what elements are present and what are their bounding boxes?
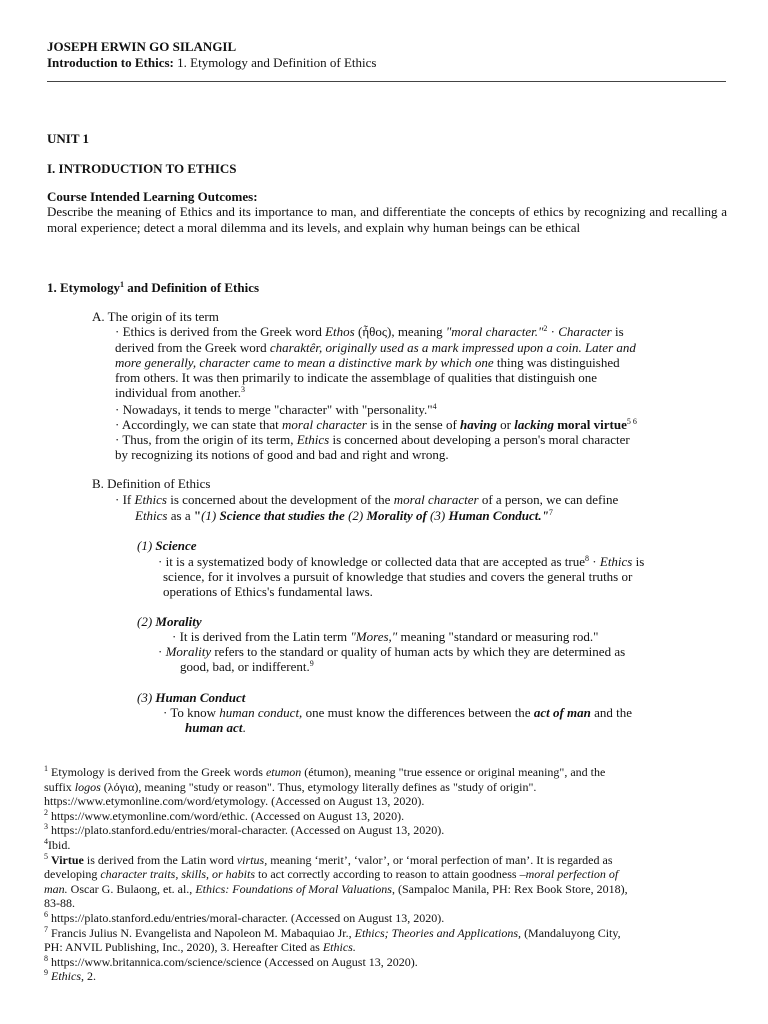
text-run: Science that studies the <box>219 508 345 523</box>
footnote-1-line2 <box>44 780 734 795</box>
footnote-ref: 4 <box>432 402 437 411</box>
text-run: Oscar G. Bulaong, et. al., <box>67 881 196 896</box>
text-run: individual from another. <box>115 385 242 400</box>
outcomes-text: Describe the meaning of Ethics and its importance to man, and differentiate the concepts of ethics by recognizing and recalling a moral experience; detect a moral dilemma and its levels, and explain why human beings can be ethical <box>47 204 727 235</box>
footnote-number: 6 <box>44 909 48 919</box>
origin-p2 <box>115 402 437 418</box>
text-run: · it is a systematized body of knowledge or collected data that are accepted as true <box>158 554 586 569</box>
morality-line2 <box>158 644 625 660</box>
text-run: (2) <box>344 508 367 523</box>
origin-p4-line2: by recognizing its notions of good and bad and right and wrong. <box>115 447 449 462</box>
text-run: of a person, we can define <box>478 492 619 507</box>
course-header <box>47 55 376 71</box>
footnote-ref: 2 <box>543 324 548 333</box>
footnote-number: 7 <box>44 924 48 934</box>
text-run: (étumon), meaning "true essence or original meaning", and the <box>301 765 606 779</box>
text-run: is in the sense of <box>366 417 461 432</box>
footnotes <box>44 765 734 984</box>
origin-title: A. The origin of its term <box>92 309 219 324</box>
text-run: · If <box>115 492 135 507</box>
footnote-5-line4: 83-88. <box>44 896 75 911</box>
text-run: Science <box>155 538 197 553</box>
origin-p1-line4: from others. It was then primarily to indicate the assemblage of qualities that distinguish one <box>115 370 597 385</box>
footnote-ref: 8 <box>585 554 590 563</box>
footnote-5-line1 <box>44 853 734 868</box>
text-run: Morality <box>165 644 212 659</box>
text-run: man. <box>44 881 68 896</box>
text-run: or <box>496 417 515 432</box>
footnote-1-line1 <box>44 765 734 780</box>
text-run: moral perfection of <box>525 867 619 882</box>
text-run: · To know <box>163 705 220 720</box>
text-run: Francis Julius N. Evangelista and Napoleon M. Mabaquiao Jr., <box>48 925 355 940</box>
topic-heading <box>47 280 259 296</box>
morality-line3 <box>180 659 314 675</box>
text-run: Etymology is derived from the Greek words <box>48 765 266 779</box>
origin-p1-line1 <box>115 324 624 340</box>
footnote-3 <box>44 823 734 838</box>
text-run: human conduct, <box>219 705 303 720</box>
origin-p1-line3 <box>115 355 620 371</box>
morality-heading <box>137 614 202 630</box>
text-run: · Accordingly, we can state that <box>115 417 283 432</box>
text-run: · <box>589 554 600 569</box>
text-run: is derived from the Latin word <box>83 852 237 867</box>
text-run: · Thus, from the origin of its term, <box>115 432 297 447</box>
text-run: (3) <box>426 508 449 523</box>
text-run: "Mores," <box>350 629 398 644</box>
text-run: (λόγια), meaning "study or reason". Thus, etymology literally defines as "study of origin". <box>100 779 537 794</box>
text-run: moral character <box>393 492 479 507</box>
text-run: lacking <box>514 417 554 432</box>
text-run: Human Conduct <box>155 690 246 705</box>
text-run: is <box>632 554 645 569</box>
footnote-number: 4 <box>44 836 48 846</box>
text-run: suffix <box>44 779 75 794</box>
conduct-line1 <box>163 705 632 721</box>
footnote-number: 3 <box>44 822 48 832</box>
text-run: Ethics. <box>322 940 356 955</box>
text-run: , (Sampaloc Manila, PH: Rex Book Store, 2018), <box>391 881 628 896</box>
text-run: Character <box>558 324 612 339</box>
text-run: derived from the Greek word <box>115 340 270 355</box>
footnote-5-line2 <box>44 867 734 882</box>
science-heading <box>137 538 197 554</box>
unit-label: UNIT 1 <box>47 131 90 146</box>
footnote-9 <box>44 969 734 984</box>
origin-p4-line1 <box>115 432 630 448</box>
text-run: https://plato.stanford.edu/entries/moral-character. (Accessed on August 13, 2020). <box>48 823 445 838</box>
text-run: https://plato.stanford.edu/entries/moral-character. (Accessed on August 13, 2020). <box>48 910 445 925</box>
text-run: (1) <box>201 508 220 523</box>
text-run: etumon <box>265 765 302 779</box>
text-run: human act <box>185 720 243 735</box>
text-run: (2) <box>137 614 156 629</box>
morality-line1 <box>172 629 598 645</box>
text-run: is <box>611 324 624 339</box>
text-run: is concerned about the development of the <box>167 492 394 507</box>
text-run: 2. <box>84 969 96 984</box>
text-run: and the <box>590 705 633 720</box>
text-run: · Nowadays, it tends to merge "character" with "personality." <box>115 402 433 417</box>
text-run: Morality of <box>366 508 427 523</box>
text-run: developing <box>44 867 101 882</box>
text-run: more generally, character came to mean a distinctive mark by which one <box>115 355 494 370</box>
text-run: (Mandaluyong City, <box>521 925 621 940</box>
section-title: I. INTRODUCTION TO ETHICS <box>47 161 237 176</box>
footnote-number: 2 <box>44 807 48 817</box>
text-run: PH: ANVIL Publishing, Inc., 2020), 3. Hereafter Cited as <box>44 940 323 955</box>
footnote-7-line2 <box>44 940 734 955</box>
footnote-4 <box>44 838 734 853</box>
text-run: thing was distinguished <box>493 355 620 370</box>
text-run: . <box>242 720 246 735</box>
text-run: Human Conduct." <box>448 508 549 523</box>
text-run: meaning ‘merit’, ‘valor’, or ‘moral perfection of man’. It is regarded as <box>267 852 613 867</box>
text-run: Ethics; Theories and Applications, <box>354 925 522 940</box>
text-run: meaning "standard or measuring rod." <box>397 629 599 644</box>
definition-line2 <box>135 508 553 524</box>
topic-heading-b: and Definition of Ethics <box>123 280 260 295</box>
footnote-5-line3 <box>44 882 734 897</box>
header-divider <box>47 81 726 82</box>
topic-heading-a: 1. Etymology <box>47 280 120 295</box>
science-line3: operations of Ethics's fundamental laws. <box>163 584 373 599</box>
text-run: (ἦθος), meaning <box>354 324 446 339</box>
text-run: logos <box>74 779 101 794</box>
text-run: having <box>460 417 497 432</box>
text-run: Ethics: Foundations of Moral Valuations <box>195 881 392 896</box>
text-run: is concerned about developing a person's moral character <box>329 432 630 447</box>
origin-p1-line5 <box>115 385 245 401</box>
origin-p1-line2 <box>115 340 636 356</box>
author-name: JOSEPH ERWIN GO SILANGIL <box>47 39 237 54</box>
footnote-ref: 3 <box>241 385 246 394</box>
text-run: · <box>158 644 166 659</box>
footnote-7-line1 <box>44 926 734 941</box>
text-run: · Ethics is derived from the Greek word <box>115 324 326 339</box>
science-line2: science, for it involves a pursuit of knowledge that studies and covers the general truths or <box>163 569 633 584</box>
footnote-number: 9 <box>44 968 48 978</box>
text-run: · <box>547 324 559 339</box>
science-line1 <box>158 554 644 570</box>
text-run: Ethics <box>599 554 633 569</box>
text-run: as a <box>167 508 194 523</box>
text-run: moral virtue <box>553 417 627 432</box>
text-run: virtus, <box>236 852 268 867</box>
text-run: Ethos <box>325 324 355 339</box>
footnote-1-line3: https://www.etymonline.com/word/etymology. (Accessed on August 13, 2020). <box>44 794 425 809</box>
footnote-ref: 9 <box>309 659 314 668</box>
footnote-2 <box>44 809 734 824</box>
text-run: (1) <box>137 538 156 553</box>
text-run: refers to the standard or quality of human acts by which they are determined as <box>211 644 626 659</box>
footnote-number: 1 <box>44 764 48 773</box>
text-run: character traits, skills, or habits <box>100 867 255 882</box>
outcomes-heading: Course Intended Learning Outcomes: <box>47 189 258 204</box>
origin-p3 <box>115 417 637 433</box>
text-run: " <box>193 508 202 523</box>
course-label: Introduction to Ethics: <box>47 55 174 70</box>
footnote-ref: 7 <box>548 508 553 517</box>
text-run: https://www.britannica.com/science/science (Accessed on August 13, 2020). <box>48 954 418 969</box>
conduct-line2 <box>185 720 246 736</box>
text-run: good, bad, or indifferent. <box>180 659 310 674</box>
text-run: · It is derived from the Latin term <box>172 629 351 644</box>
course-topic: 1. Etymology and Definition of Ethics <box>173 55 377 70</box>
text-run: Ethics <box>134 492 167 507</box>
text-run: Ethics, <box>51 969 84 984</box>
text-run: "moral character." <box>445 324 544 339</box>
definition-line1 <box>115 492 618 508</box>
footnote-ref: 5 6 <box>626 417 637 426</box>
text-run: Ibid. <box>48 837 71 852</box>
definition-title: B. Definition of Ethics <box>92 476 211 491</box>
text-run: act of man <box>533 705 591 720</box>
text-run: Ethics <box>296 432 330 447</box>
footnote-number: 5 <box>44 851 48 861</box>
footnote-6 <box>44 911 734 926</box>
text-run: Ethics <box>135 508 168 523</box>
text-run: Virtue <box>51 852 84 867</box>
text-run: https://www.etymonline.com/word/ethic. (Accessed on August 13, 2020). <box>48 808 405 823</box>
text-run: to act correctly according to reason to attain goodness – <box>255 867 526 882</box>
text-run: charaktêr, originally used as a mark impressed upon a coin. Later and <box>269 340 636 355</box>
text-run: moral character <box>282 417 367 432</box>
text-run: Morality <box>155 614 202 629</box>
footnote-ref: 1 <box>119 280 124 289</box>
text-run: one must know the differences between the <box>302 705 534 720</box>
footnote-number: 8 <box>44 953 48 963</box>
footnote-8 <box>44 955 734 970</box>
text-run: (3) <box>137 690 156 705</box>
conduct-heading <box>137 690 245 706</box>
